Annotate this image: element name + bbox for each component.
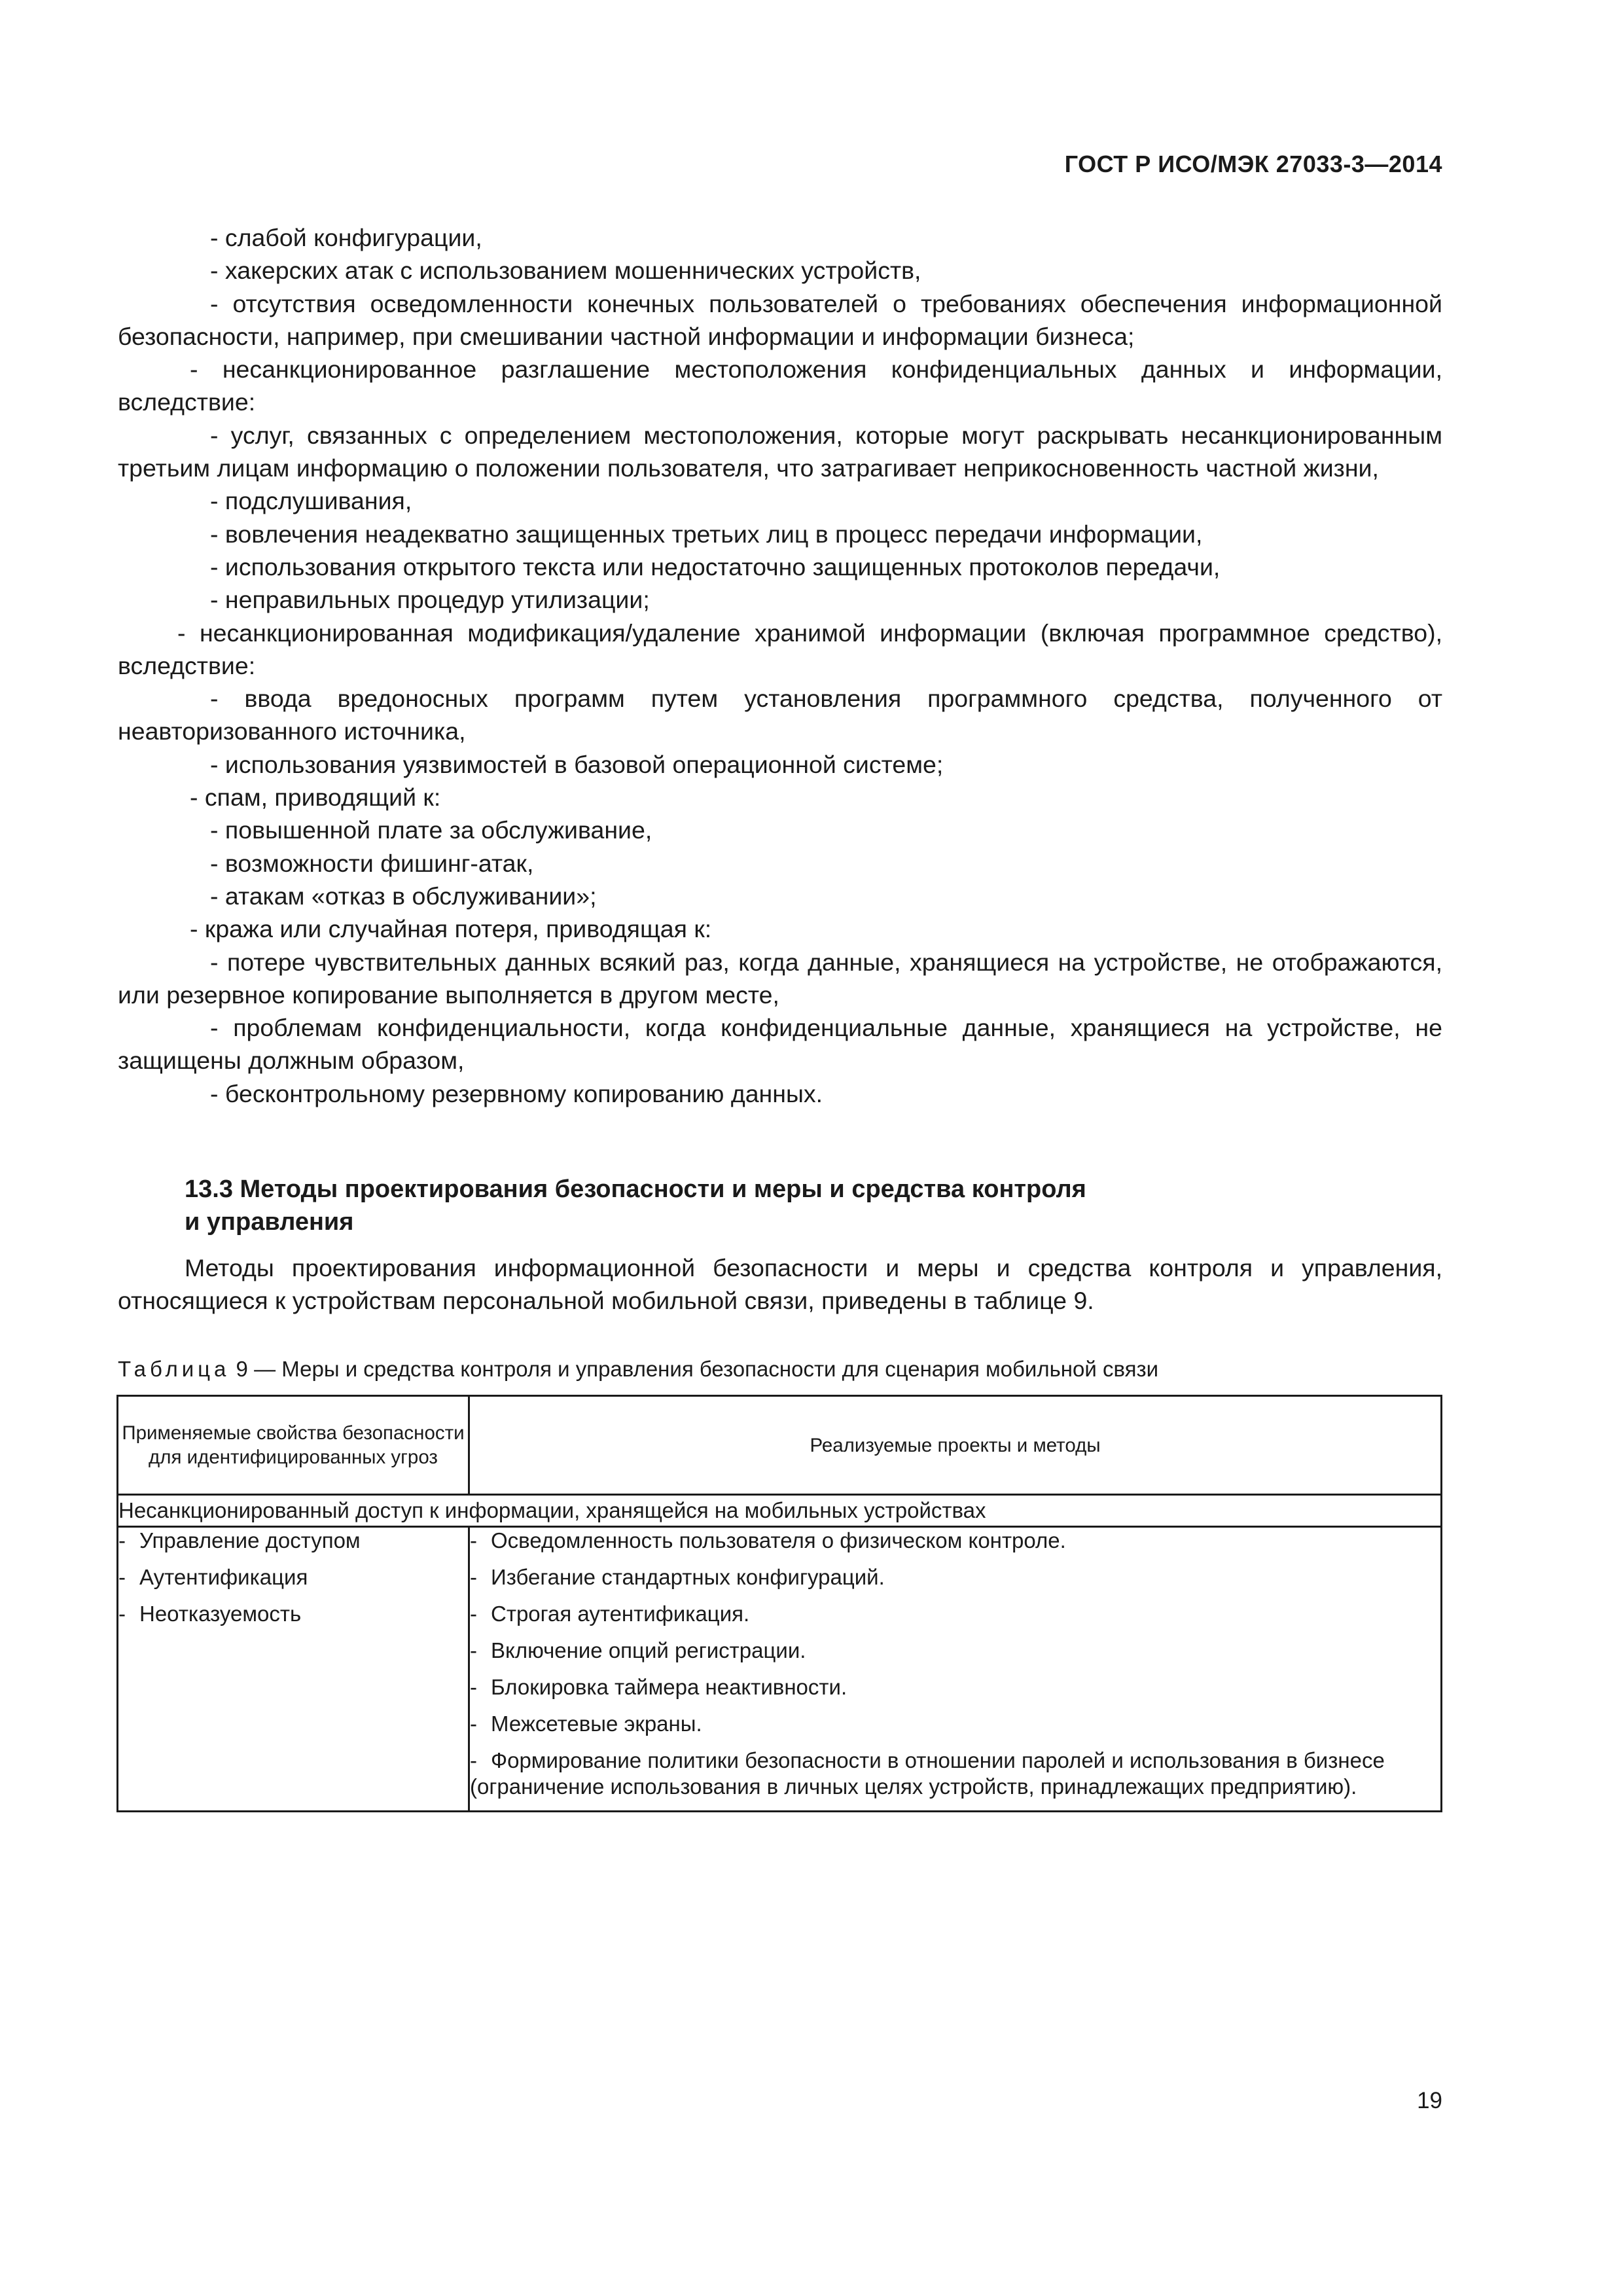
table-caption-label: Таблица — [118, 1357, 230, 1381]
method-text: Строгая аутентификация. — [491, 1602, 750, 1626]
method-list — [470, 1528, 1440, 1800]
list-item: - Избегание стандартных конфигураций. — [470, 1565, 885, 1589]
table-header-properties: Применяемые свойства безопасности для идентифицированных угроз — [118, 1396, 469, 1495]
table-cell-properties — [118, 1527, 469, 1812]
list-item: - Формирование политики безопасности в отношении паролей и использования в бизнесе (ограничение использования в личных целях устройств, принадлежащих предприятию). — [470, 1748, 1385, 1799]
body-line: - отсутствия осведомленности конечных пользователей о требованиях обеспечения информационной безопасности, например, при смешивании частной информации и информации бизнеса; — [118, 289, 1442, 350]
body-line: - бесконтрольному резервному копированию данных. — [210, 1079, 823, 1107]
method-text: Межсетевые экраны. — [491, 1712, 702, 1736]
body-line: - слабой конфигурации, — [210, 224, 482, 251]
table-header-methods: Реализуемые проекты и методы — [469, 1396, 1442, 1495]
controls-table — [116, 1395, 1442, 1812]
body-line: - хакерских атак с использованием мошеннических устройств, — [210, 257, 921, 285]
list-item: - Межсетевые экраны. — [470, 1712, 702, 1736]
property-text: Управление доступом — [139, 1528, 361, 1552]
body-line: - использования уязвимостей в базовой операционной системе; — [210, 750, 944, 778]
body-line: - подслушивания, — [210, 487, 412, 515]
page-number: 19 — [1417, 2088, 1442, 2113]
body-line: - атакам «отказ в обслуживании»; — [210, 882, 597, 910]
body-line: - спам, приводящий к: — [190, 783, 441, 812]
body-line: - потере чувствительных данных всякий раз, когда данные, хранящиеся на устройстве, не отображаются, или резервное копирование выполняется в другом месте, — [118, 948, 1442, 1009]
body-line: - услуг, связанных с определением местоположения, которые могут раскрывать несанкционированным третьим лицам информацию о положении пользователя, что затрагивает неприкосновенность частной жизни, — [118, 421, 1442, 482]
list-item: - Неотказуемость — [118, 1602, 302, 1626]
list-item: - Включение опций регистрации. — [470, 1638, 806, 1662]
document-code: ГОСТ Р ИСО/МЭК 27033-3—2014 — [1064, 151, 1442, 177]
body-line: - ввода вредоносных программ путем установления программного средства, полученного от неавторизованного источника, — [118, 685, 1442, 745]
table-caption — [118, 1356, 1158, 1382]
body-line: - повышенной плате за обслуживание, — [210, 816, 652, 844]
list-item: - Строгая аутентификация. — [470, 1602, 750, 1626]
list-item: - Блокировка таймера неактивности. — [470, 1675, 847, 1699]
property-list — [118, 1528, 468, 1627]
table-cell-methods — [469, 1527, 1442, 1812]
body-line: - кража или случайная потеря, приводящая к: — [190, 915, 712, 943]
section-title-line2: и управления — [185, 1208, 354, 1236]
body-line: - вовлечения неадекватно защищенных третьих лиц в процесс передачи информации, — [210, 520, 1203, 548]
body-line: - использования открытого текста или недостаточно защищенных протоколов передачи, — [210, 552, 1221, 581]
list-item: - Аутентификация — [118, 1565, 308, 1589]
body-line: - несанкционированное разглашение местоположения конфиденциальных данных и информации, вследствие: — [118, 355, 1442, 416]
method-text: Осведомленность пользователя о физическом контроле. — [491, 1528, 1066, 1552]
table-row — [118, 1527, 1442, 1812]
section-title — [185, 1173, 1297, 1238]
section-title-line1: 13.3 Методы проектирования безопасности и меры и средства контроля — [185, 1175, 1086, 1203]
body-line: - неправильных процедур утилизации; — [210, 586, 650, 614]
property-text: Аутентификация — [139, 1565, 308, 1589]
body-line: - возможности фишинг-атак, — [210, 849, 534, 877]
list-item: - Управление доступом — [118, 1528, 361, 1552]
body-line: - несанкционированная модификация/удаление хранимой информации (включая программное средство), вследствие: — [118, 619, 1442, 679]
method-text: Формирование политики безопасности в отношении паролей и использования в бизнесе (ограничение использования в личных целях устройств, принадлежащих предприятию). — [470, 1748, 1385, 1799]
table-caption-text: 9 — Меры и средства контроля и управления безопасности для сценария мобильной связи — [230, 1357, 1159, 1381]
body-line: - проблемам конфиденциальности, когда конфиденциальные данные, хранящиеся на устройстве, не защищены должным образом, — [118, 1014, 1442, 1075]
method-text: Блокировка таймера неактивности. — [491, 1675, 847, 1699]
section-intro: Методы проектирования информационной безопасности и меры и средства контроля и управления, относящиеся к устройствам персональной мобильной связи, приведены в таблице 9. — [118, 1254, 1442, 1315]
property-text: Неотказуемость — [139, 1602, 302, 1626]
method-text: Избегание стандартных конфигураций. — [491, 1565, 885, 1589]
list-item: - Осведомленность пользователя о физическом контроле. — [470, 1528, 1066, 1552]
table-group-title: Несанкционированный доступ к информации, хранящейся на мобильных устройствах — [118, 1495, 1442, 1527]
body-text — [118, 221, 1442, 1110]
table-header-row — [118, 1396, 1442, 1495]
method-text: Включение опций регистрации. — [491, 1638, 806, 1662]
table-group-row — [118, 1495, 1442, 1527]
